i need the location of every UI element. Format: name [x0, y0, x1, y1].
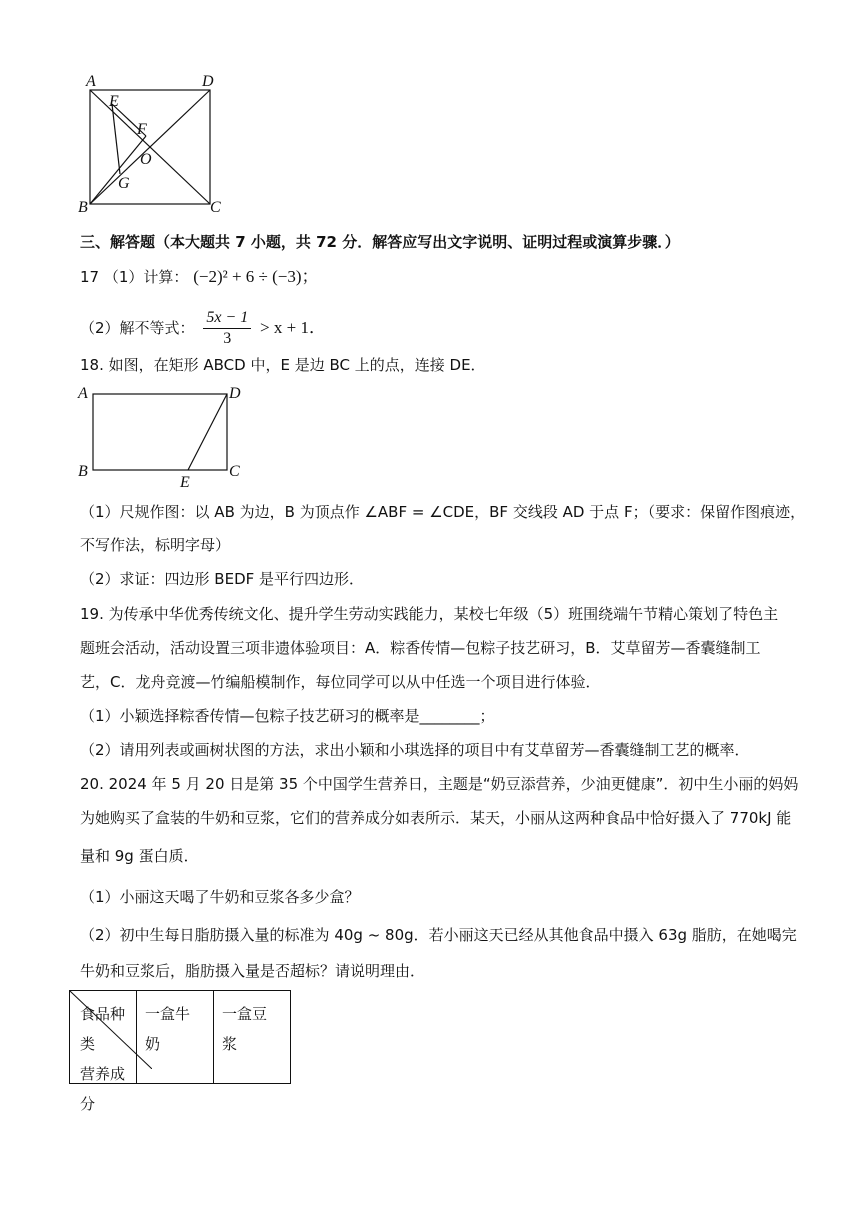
q19-line3: 艺，C．龙舟竞渡—竹编船模制作，每位同学可以从中任选一个项目进行体验． [80, 673, 601, 691]
q19-line1: 19. 为传承中华优秀传统文化、提升学生劳动实践能力，某校七年级（5）班围绕端午节精心策划了特色主 [80, 605, 779, 623]
q17-number: 17 [80, 268, 100, 286]
nutrition-table [69, 990, 291, 1113]
header-text: 一盒豆 [222, 1005, 268, 1023]
label-D: D [229, 385, 241, 402]
q18-stem: 18. 如图，在矩形 ABCD 中，E 是边 BC 上的点，连接 DE． [80, 356, 486, 374]
q20-part2-line1: （2）初中生每日脂肪摄入量的标准为 40g ~ 80g．若小丽这天已经从其他食品中摄入 63g 脂肪，在她喝完 [80, 926, 797, 944]
section-heading: 三、解答题（本大题共 7 小题，共 72 分．解答应写出文字说明、证明过程或演算步骤．） [80, 233, 680, 251]
corner-top-label: 食品种类 [80, 1005, 126, 1053]
q20-line1: 20. 2024 年 5 月 20 日是第 35 个中国学生营养日，主题是“奶豆添营养，少油更健康”．初中生小丽的妈妈 [80, 775, 799, 793]
q20-part2-line2: 牛奶和豆浆后，脂肪摄入量是否超标？请说明理由． [80, 962, 426, 980]
q19-line2: 题班会活动，活动设置三项非遗体验项目：A．粽香传情—包粽子技艺研习，B．艾草留芳—香囊缝制工 [80, 639, 761, 657]
q17-part2-prefix: （2）解不等式： [80, 319, 195, 337]
label-B: B [78, 463, 88, 480]
geometry-figure-rectangle [76, 382, 256, 490]
label-B: B [78, 199, 88, 216]
fraction [203, 308, 251, 349]
q17-part2-suffix: > x + 1． [260, 318, 326, 337]
fraction-numerator: 5x − 1 [203, 308, 251, 329]
label-C: C [210, 199, 221, 216]
header-text: 一盒牛 [145, 1005, 191, 1023]
q18-part2: （2）求证：四边形 BEDF 是平行四边形． [80, 570, 365, 588]
geometry-figure-square [76, 72, 226, 216]
label-C: C [229, 463, 240, 480]
label-G: G [118, 175, 130, 192]
header-text: 奶 [145, 1035, 161, 1053]
table-row [70, 991, 291, 1084]
table-header-soymilk [214, 991, 291, 1084]
q17-part1-expression: (−2)² + 6 ÷ (−3)； [193, 267, 319, 286]
table-corner-cell [70, 991, 137, 1113]
q20-line2: 为她购买了盒装的牛奶和豆浆，它们的营养成分如表所示．某天，小丽从这两种食品中恰好摄入了 770kJ 能 [80, 809, 792, 827]
q20-line3: 量和 9g 蛋白质． [80, 847, 199, 865]
q17-part2 [80, 304, 326, 352]
label-A: A [78, 385, 88, 402]
label-D: D [202, 73, 214, 90]
q17-part1 [80, 265, 319, 289]
q19-part1: （1）小颖选择粽香传情—包粽子技艺研习的概率是________； [80, 707, 495, 725]
q17-part1-prefix: （1）计算： [103, 268, 189, 286]
q20-part1: （1）小丽这天喝了牛奶和豆浆各多少盒？ [80, 888, 360, 906]
q18-part1-line2: 不写作法，标明字母） [80, 536, 231, 554]
corner-bottom-label: 营养成分 [80, 1065, 126, 1113]
label-F: F [137, 121, 147, 138]
label-A: A [86, 73, 96, 90]
q19-part2: （2）请用列表或画树状图的方法，求出小颖和小琪选择的项目中有艾草留芳—香囊缝制工艺的概率． [80, 741, 750, 759]
q18-part1-line1: （1）尺规作图：以 AB 为边，B 为顶点作 ∠ABF = ∠CDE，BF 交线段 AD 于点 F；（要求：保留作图痕迹， [80, 503, 806, 521]
label-O: O [140, 151, 152, 168]
header-text: 浆 [222, 1035, 238, 1053]
fraction-denominator: 3 [223, 330, 232, 347]
label-E: E [180, 474, 190, 490]
label-E: E [109, 93, 119, 110]
